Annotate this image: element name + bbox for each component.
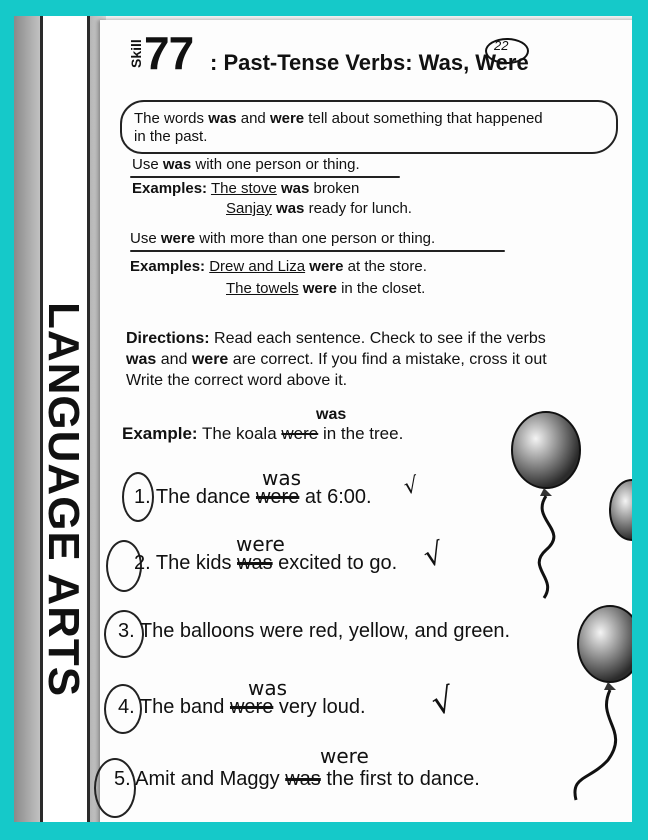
directions-was: was (126, 351, 157, 368)
balloon-icon (512, 412, 580, 598)
example-rest: in the closet. (336, 280, 426, 297)
directions-line-1 (126, 330, 546, 348)
directions-line-2 (126, 351, 547, 369)
rule-text: Use (130, 230, 161, 247)
intro-text: and (236, 110, 270, 127)
example-subject: The towels (226, 280, 299, 297)
page-title: : Past-Tense Verbs: Was, Were (210, 50, 529, 75)
examples-label: Examples: (132, 180, 208, 197)
item-number: 2. (134, 552, 151, 574)
balloon-illustrations (500, 400, 632, 820)
examples-label: Examples: (130, 258, 206, 275)
balloon-icon (575, 606, 632, 800)
example-verb: were (309, 258, 344, 275)
item-text: The balloons were red, yellow, and green. (139, 620, 511, 642)
item-text: The dance (155, 486, 256, 508)
examples-was-line-1 (132, 180, 359, 197)
example-subject: Drew and Liza (209, 258, 306, 275)
example-rest: at the store. (343, 258, 427, 275)
examples-was-line-2 (226, 200, 412, 217)
example-subject: The stove (210, 180, 277, 197)
rule-text: with more than one person or thing. (195, 230, 436, 247)
intro-line-1 (134, 110, 543, 127)
example-text: The koala (197, 424, 282, 443)
example-crossed-word: were (281, 424, 319, 443)
item-number: 3. (118, 620, 135, 642)
sidebar-label: LANGUAGE ARTS (39, 302, 88, 698)
example-rest: ready for lunch. (304, 200, 412, 217)
item-2 (134, 552, 397, 575)
skill-word: Skill (128, 39, 144, 68)
item-text: Amit and Maggy (135, 768, 286, 790)
intro-line-2: in the past. (134, 128, 208, 145)
rule-was (132, 156, 360, 173)
crossed-word: were (229, 696, 274, 718)
skill-number: 77 (144, 27, 194, 79)
crossed-word: was (285, 768, 321, 790)
directions-label: Directions: (126, 330, 210, 347)
rule-were (130, 230, 435, 247)
item-text: excited to go. (272, 552, 398, 574)
item-4 (118, 696, 366, 719)
item-number: 4. (118, 696, 135, 718)
check-mark-icon: √ (420, 536, 448, 575)
item-number: 5. (114, 768, 131, 790)
directions-text: are correct. If you find a mistake, cross it out (228, 351, 547, 368)
directions-text: and (156, 351, 192, 368)
directions-were: were (191, 351, 229, 368)
item-text: The band (139, 696, 230, 718)
rule-text: with one person or thing. (191, 156, 360, 173)
item-text: The kids (155, 552, 238, 574)
example-text: in the tree. (318, 424, 404, 443)
correction-1: was (262, 466, 302, 490)
example-verb: were (302, 280, 337, 297)
intro-text: The words (134, 110, 209, 127)
item-number: 1. (134, 486, 151, 508)
examples-were-line-2 (226, 280, 425, 297)
examples-were-line-1 (130, 258, 427, 275)
rule-verb: was (162, 156, 192, 173)
example-correction: was (316, 406, 347, 423)
balloon-icon (610, 480, 632, 540)
item-1 (134, 486, 372, 509)
example-subject: Sanjay (226, 200, 272, 217)
example-sentence (122, 424, 403, 444)
grade-mark: 22 (494, 38, 509, 53)
worksheet-photo (14, 16, 632, 822)
check-mark-icon: √ (401, 472, 421, 501)
item-5 (114, 768, 480, 791)
intro-was: was (208, 110, 237, 127)
worksheet-page (100, 20, 632, 822)
example-rest: broken (309, 180, 360, 197)
example-label: Example: (122, 424, 198, 443)
directions-text: Read each sentence. Check to see if the verbs (209, 330, 546, 347)
intro-were: were (269, 110, 305, 127)
crossed-word: was (237, 552, 273, 574)
correction-4: was (248, 676, 288, 700)
crossed-word: were (255, 486, 300, 508)
pen-underline (130, 250, 505, 252)
correction-5: were (320, 744, 369, 768)
item-text: very loud. (273, 696, 366, 718)
intro-text: tell about something that happened (304, 110, 543, 127)
check-mark-icon: √ (427, 679, 459, 725)
pen-underline (130, 176, 400, 178)
example-verb: was (281, 180, 310, 197)
rule-text: Use (132, 156, 163, 173)
rule-verb: were (160, 230, 196, 247)
intro-box (120, 100, 618, 154)
item-3 (118, 620, 510, 643)
item-text: the first to dance. (320, 768, 480, 790)
example-verb: was (276, 200, 305, 217)
directions-line-3: Write the correct word above it. (126, 372, 348, 389)
item-text: at 6:00. (299, 486, 372, 508)
correction-2: were (236, 532, 285, 556)
